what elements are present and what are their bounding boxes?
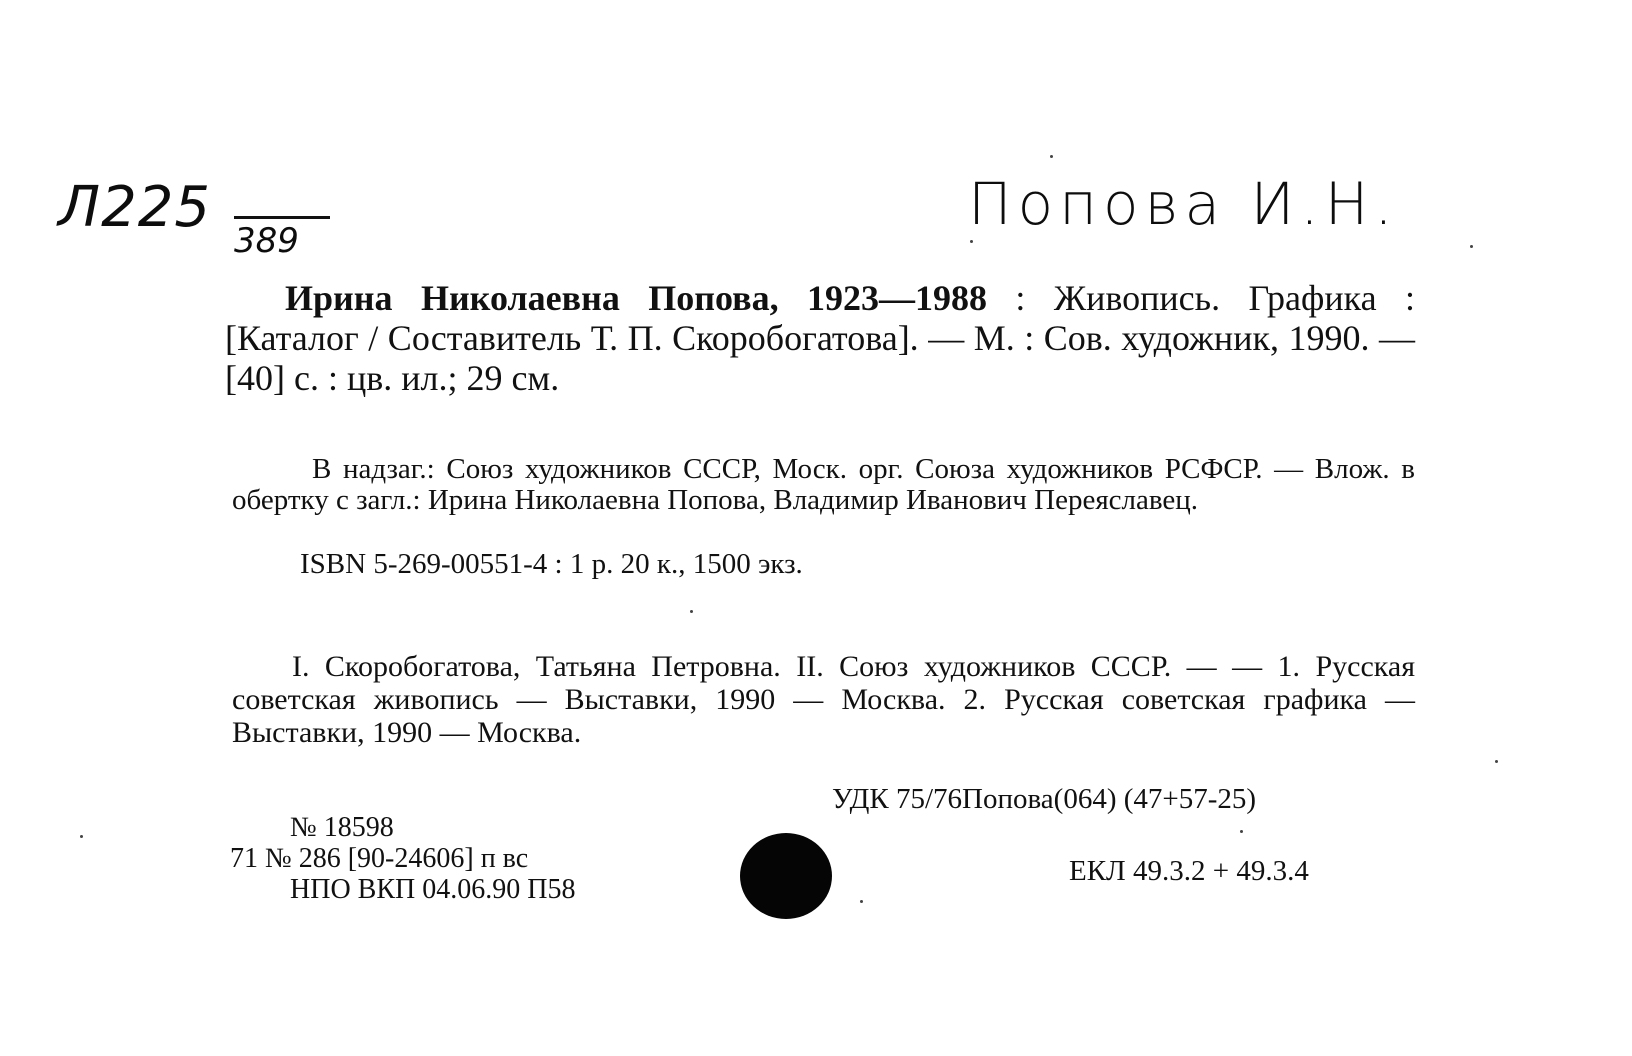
isbn-line: ISBN 5-269-00551-4 : 1 р. 20 к., 1500 экз. [300, 548, 803, 580]
punch-hole [740, 833, 832, 919]
entry-body: : Живопись. Графика : [Каталог / Составитель Т. П. Скоробогатова]. — М. : Сов. художник, 1990. — [40] с. : цв. ил.; 29 см. [225, 278, 1415, 398]
imprint-line-2: 71 № 286 [90-24606] п вс [230, 843, 529, 874]
speck [1495, 760, 1498, 763]
imprint-line-1: № 18598 [290, 812, 394, 843]
speck [1240, 830, 1243, 833]
speck [1050, 155, 1053, 158]
entry-heading: Ирина Николаевна Попова, 1923—1988 [285, 278, 987, 318]
ekl-code: ЕКЛ 49.3.2 + 49.3.4 [1069, 855, 1309, 887]
imprint-line-3: НПО ВКП 04.06.90 П58 [290, 874, 576, 905]
call-number-sub: 389 [234, 216, 330, 261]
udc-code: УДК 75/76Попова(064) (47+57-25) [832, 783, 1257, 815]
tracings: I. Скоробогатова, Татьяна Петровна. II. Союз художников СССР. — — 1. Русская советская живопись — Выставки, 1990 — Москва. 2. Русская советская графика — Выставки, 1990 — Москва. [232, 650, 1415, 749]
speck [80, 835, 83, 838]
handwritten-author-note: Попова И.Н. [968, 170, 1399, 238]
imprint [230, 812, 575, 905]
call-number: Л225 [58, 175, 211, 240]
speck [690, 610, 693, 613]
speck [860, 900, 863, 903]
speck [1470, 245, 1473, 248]
speck [970, 240, 973, 243]
notes: В надзаг.: Союз художников СССР, Моск. орг. Союза художников РСФСР. — Влож. в обертку с загл.: Ирина Николаевна Попова, Владимир Иванович Переяславец. [232, 453, 1415, 516]
main-entry [225, 278, 1415, 398]
